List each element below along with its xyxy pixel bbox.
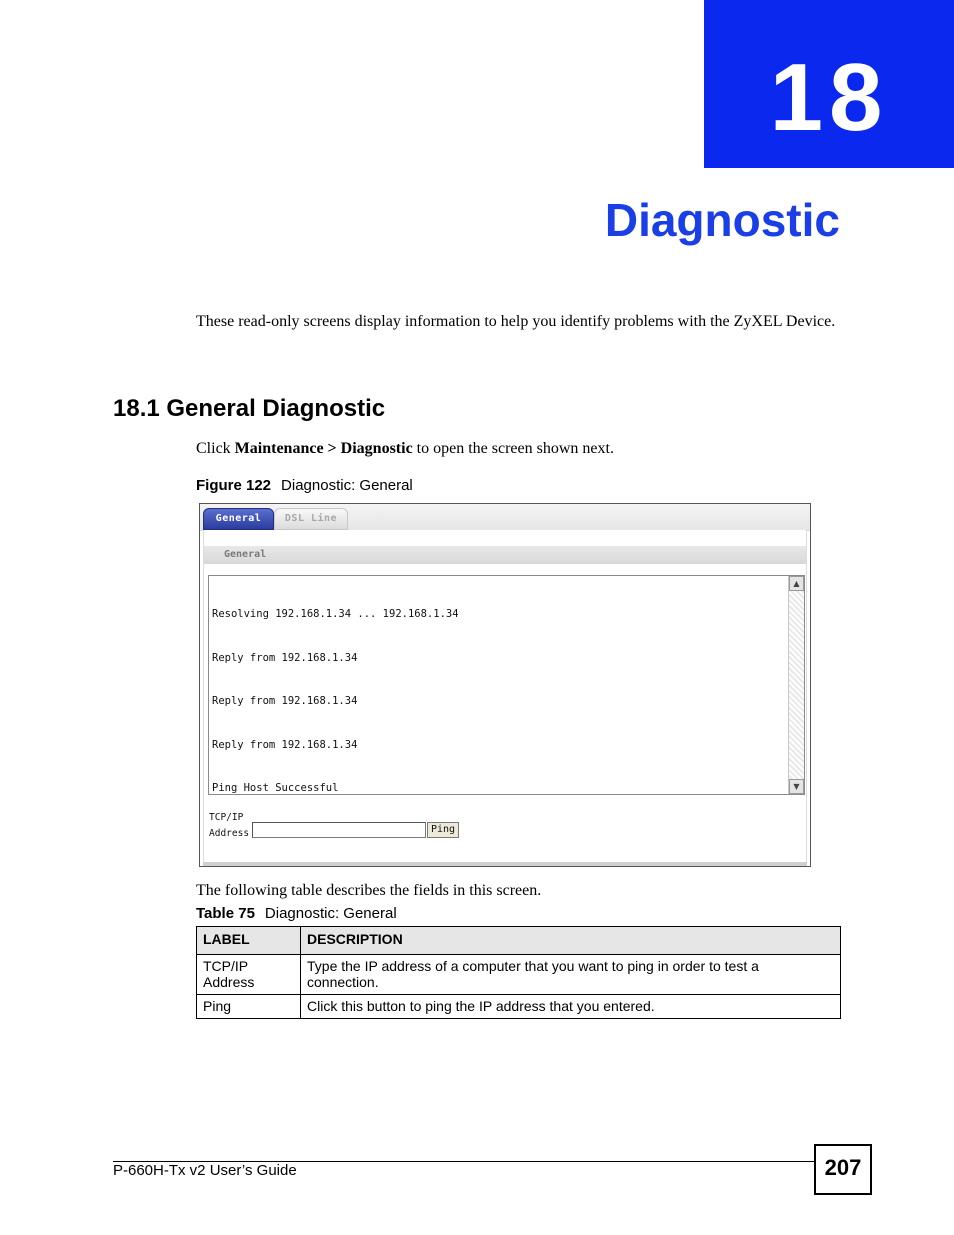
row-label: TCP/IP Address [197,955,301,995]
ping-output-textarea[interactable] [208,575,805,795]
instruction-suffix: to open the screen shown next. [412,440,614,457]
label-line: TCP/IP [209,812,244,823]
scroll-down-icon[interactable]: ▼ [789,779,804,794]
row-description: Click this button to ping the IP address that you entered. [301,995,841,1019]
output-line: Ping Host Successful [212,782,339,794]
tab-bar [200,504,810,531]
ping-button[interactable]: Ping [427,822,459,838]
table-row [197,955,841,995]
table-label: Table 75 [196,905,255,922]
instruction-prefix: Click [196,440,235,457]
chapter-number: 18 [769,44,889,151]
page-number: 207 [814,1144,872,1195]
figure-caption [196,477,413,495]
section-title: General [224,549,267,560]
chapter-number-box [704,0,954,168]
table-header-row [197,927,841,955]
row-description: Type the IP address of a computer that you want to ping in order to test a connection. [301,955,841,995]
header-label: LABEL [197,927,301,955]
output-line: Resolving 192.168.1.34 ... 192.168.1.34 [212,608,459,620]
tcpip-address-label [209,810,249,842]
menu-path: Maintenance > Diagnostic [234,440,413,457]
output-line: Reply from 192.168.1.34 [212,695,358,707]
fields-table [196,926,841,1019]
output-line: Reply from 192.168.1.34 [212,738,358,751]
chapter-title: Diagnostic [604,194,840,246]
footer-guide-title: P-660H-Tx v2 User’s Guide [113,1162,297,1179]
label-line: Address [209,828,250,839]
table-intro-text: The following table describes the fields in this screen. [196,882,542,899]
figure-label: Figure 122 [196,477,272,494]
output-scrollbar[interactable] [788,576,804,794]
scroll-up-icon[interactable]: ▲ [789,576,804,591]
table-caption [196,905,397,923]
section-heading: 18.1 General Diagnostic [113,395,386,422]
tab-dsl-line[interactable]: DSL Line [274,508,348,530]
panel-bottom-border [203,862,807,866]
section-title-bar [204,546,806,564]
row-label: Ping [197,995,301,1019]
figure-title: Diagnostic: General [281,477,413,494]
header-description: DESCRIPTION [301,927,841,955]
output-lines [212,578,459,825]
output-line: Reply from 192.168.1.34 [212,651,358,664]
general-panel [203,530,807,862]
intro-paragraph: These read-only screens display information to help you identify problems with the ZyXEL Device. [196,313,836,330]
tab-general[interactable]: General [203,508,274,530]
table-title: Diagnostic: General [264,905,397,922]
diagnostic-screenshot [199,503,811,867]
table-row [197,995,841,1019]
tcpip-address-input[interactable] [252,822,426,838]
instruction-paragraph [196,438,614,459]
